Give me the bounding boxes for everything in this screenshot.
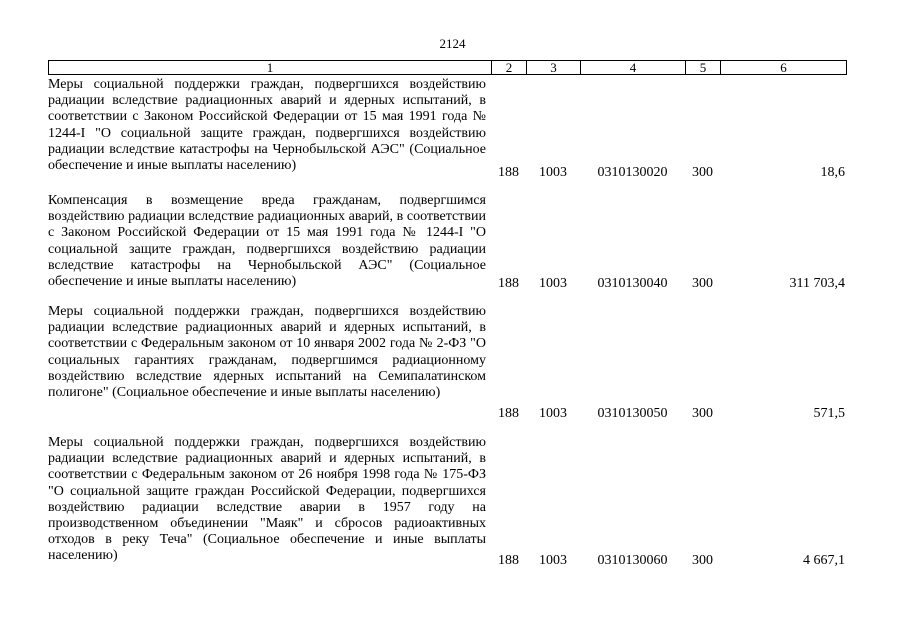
row-description: Компенсация в возмещение вреда гражданам, подвергшимся воздействию радиации вследствие радиационных аварий, в соответствии с Законом Российской Федерации от 15 мая 1991 года № 1244-I "О социальной защите граждан, подвергшихся воздействию радиации вследствие катастрофы на Чернобыльской АЭС" (Социальное обеспечение и иные выплаты населению) <box>48 193 486 290</box>
header-col-3: 3 <box>526 60 580 75</box>
row-admin-code: 188 <box>498 165 519 180</box>
row-expense-type: 300 <box>692 165 713 180</box>
page-number: 2124 <box>439 36 466 51</box>
row-section-code: 1003 <box>539 553 567 568</box>
row-admin-code: 188 <box>498 406 519 421</box>
row-expense-type: 300 <box>692 553 713 568</box>
header-col-6: 6 <box>720 60 847 75</box>
row-target-code: 0310130060 <box>597 553 668 568</box>
row-description: Меры социальной поддержки граждан, подвергшихся воздействию радиации вследствие радиационных аварий и ядерных испытаний, в соответствии с Федеральным законом от 26 ноября 1998 года № 175-ФЗ "О социальной защите граждан Российской Федерации, подвергшихся воздействию радиации вследствие аварии в 1957 году на производственном объединении "Маяк" и сбросов радиоактивных отходов в реку Теча" (Социальное обеспечение и иные выплаты населению) <box>48 435 486 564</box>
header-col-4: 4 <box>580 60 685 75</box>
row-admin-code: 188 <box>498 276 519 291</box>
row-target-code: 0310130040 <box>597 276 668 291</box>
row-expense-type: 300 <box>692 276 713 291</box>
row-amount: 571,5 <box>813 406 845 421</box>
row-target-code: 0310130050 <box>597 406 668 421</box>
row-amount: 311 703,4 <box>789 276 845 291</box>
row-section-code: 1003 <box>539 406 567 421</box>
header-col-1: 1 <box>48 60 491 75</box>
row-description: Меры социальной поддержки граждан, подвергшихся воздействию радиации вследствие радиационных аварий и ядерных испытаний, в соответствии с Законом Российской Федерации от 15 мая 1991 года № 1244-I "О социальной защите граждан, подвергшихся воздействию радиации вследствие катастрофы на Чернобыльской АЭС" (Социальное обеспечение и иные выплаты населению) <box>48 77 486 174</box>
row-expense-type: 300 <box>692 406 713 421</box>
header-col-2: 2 <box>491 60 526 75</box>
row-target-code: 0310130020 <box>597 165 668 180</box>
row-description: Меры социальной поддержки граждан, подвергшихся воздействию радиации вследствие радиационных аварий и ядерных испытаний, в соответствии с Федеральным законом от 10 января 2002 года № 2-ФЗ "О социальных гарантиях гражданам, подвергшимся радиационному воздействию вследствие ядерных испытаний на Семипалатинском полигоне" (Социальное обеспечение и иные выплаты населению) <box>48 304 486 401</box>
row-amount: 4 667,1 <box>803 553 845 568</box>
row-section-code: 1003 <box>539 276 567 291</box>
row-admin-code: 188 <box>498 553 519 568</box>
header-col-5: 5 <box>685 60 720 75</box>
row-amount: 18,6 <box>820 165 845 180</box>
row-section-code: 1003 <box>539 165 567 180</box>
